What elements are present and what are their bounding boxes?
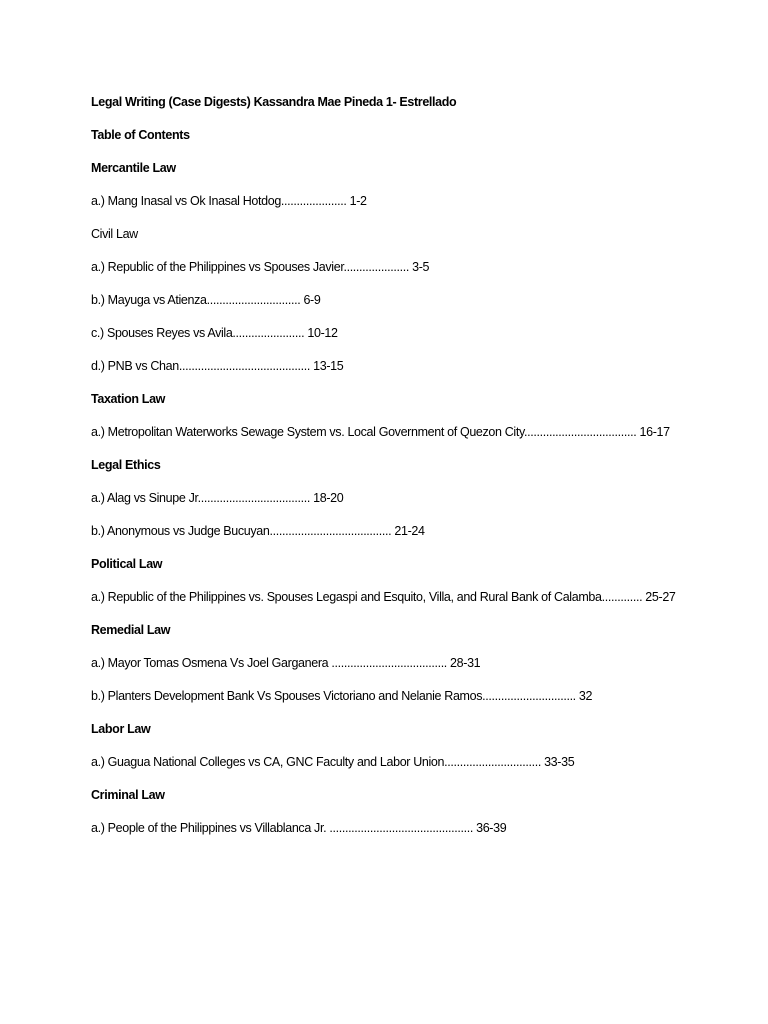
section-heading-labor-law: Labor Law [91, 722, 151, 736]
toc-entry: b.) Mayuga vs Atienza.............................. 6-9 [91, 293, 321, 307]
toc-entry: a.) People of the Philippines vs Villablanca Jr. .............................................. 36-39 [91, 821, 507, 835]
section-heading-civil-law: Civil Law [91, 227, 138, 241]
toc-entry: d.) PNB vs Chan.......................................... 13-15 [91, 359, 344, 373]
toc-entry: a.) Guagua National Colleges vs CA, GNC Faculty and Labor Union............................... 33-35 [91, 755, 575, 769]
toc-entry: b.) Planters Development Bank Vs Spouses Victoriano and Nelanie Ramos.............................. 32 [91, 689, 593, 703]
section-heading-criminal-law: Criminal Law [91, 788, 165, 802]
section-heading-political-law: Political Law [91, 557, 163, 571]
document-title: Legal Writing (Case Digests) Kassandra Mae Pineda 1- Estrellado [91, 95, 457, 109]
toc-entry: a.) Alag vs Sinupe Jr.................................... 18-20 [91, 491, 344, 505]
section-heading-mercantile-law: Mercantile Law [91, 161, 176, 175]
toc-entry: b.) Anonymous vs Judge Bucuyan....................................... 21-24 [91, 524, 425, 538]
toc-entry: a.) Metropolitan Waterworks Sewage System vs. Local Government of Quezon City.................................... 16-17 [91, 425, 670, 439]
toc-entry: a.) Mang Inasal vs Ok Inasal Hotdog..................... 1-2 [91, 194, 367, 208]
toc-heading: Table of Contents [91, 128, 190, 142]
toc-entry: a.) Republic of the Philippines vs Spouses Javier..................... 3-5 [91, 260, 430, 274]
section-heading-remedial-law: Remedial Law [91, 623, 171, 637]
toc-entry: a.) Mayor Tomas Osmena Vs Joel Garganera ..................................... 28-31 [91, 656, 481, 670]
section-heading-legal-ethics: Legal Ethics [91, 458, 161, 472]
toc-entry: c.) Spouses Reyes vs Avila....................... 10-12 [91, 326, 338, 340]
section-heading-taxation-law: Taxation Law [91, 392, 166, 406]
toc-entry: a.) Republic of the Philippines vs. Spouses Legaspi and Esquito, Villa, and Rural Bank of Calamba............. 25-27 [91, 590, 676, 604]
document-page [91, 94, 691, 853]
